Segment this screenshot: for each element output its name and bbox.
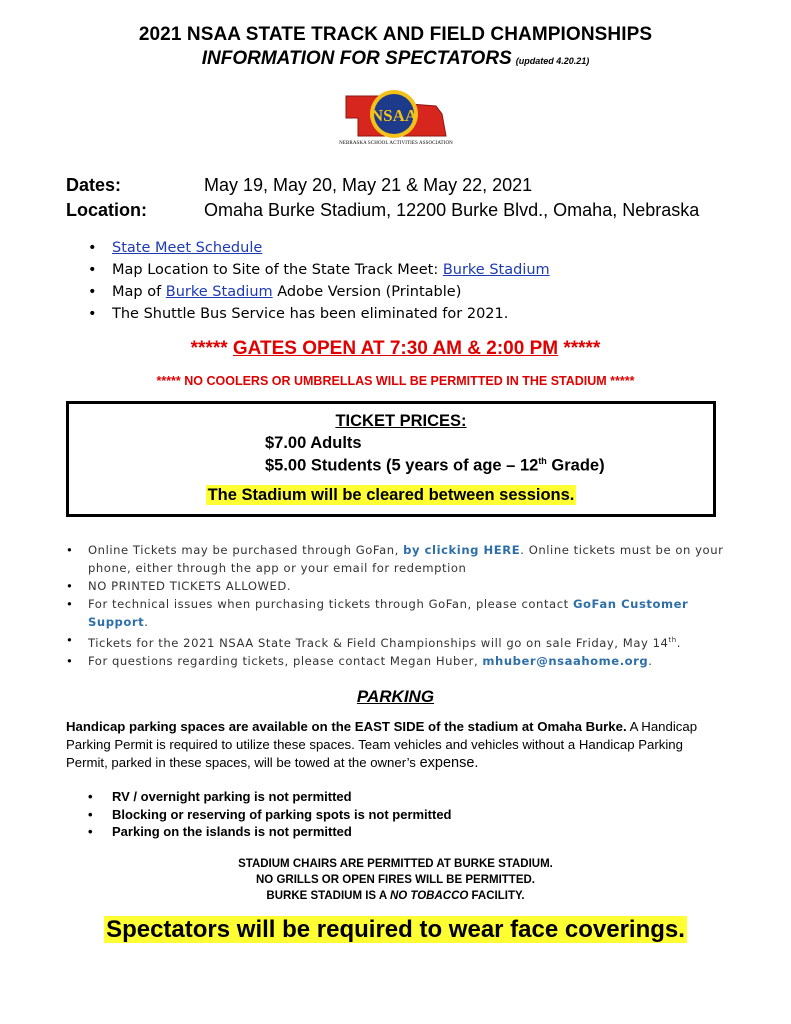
list-item [88,284,550,306]
list-item [88,262,550,284]
list-item: • Parking on the islands is not permitted [88,824,452,842]
list-item [66,631,726,652]
map-location-text: Map Location to Site of the State Track Meet: [112,262,443,278]
gates-open-alert [0,338,791,360]
no-coolers-alert: ***** NO COOLERS OR UMBRELLAS WILL BE PERMITTED IN THE STADIUM ***** [156,374,635,388]
student-price-text: $5.00 Students (5 years of age – 12 [265,456,539,475]
parking-heading: PARKING [356,687,435,706]
questions-text: For questions regarding tickets, please contact Megan Huber, [88,653,483,668]
list-item [88,240,550,262]
subtitle-text: INFORMATION FOR SPECTATORS [201,48,512,69]
location-value: Omaha Burke Stadium, 12200 Burke Blvd., Omaha, Nebraska [204,200,700,220]
handicap-parking-end: expense. [419,755,479,771]
handicap-parking-paragraph [66,718,726,772]
student-price [265,456,605,476]
handicap-parking-bold: Handicap parking spaces are available on the EAST SIDE of the stadium at Omaha Burke. [66,719,627,734]
list-item [66,595,726,631]
adult-price: $7.00 Adults [265,434,362,452]
technical-issues-text: For technical issues when purchasing tickets through GoFan, please contact [88,597,573,611]
map-adobe-prefix: Map of [112,284,166,300]
gates-stars-right: ***** [558,338,601,359]
online-tickets-list [66,541,726,670]
ticket-prices-box [66,401,716,517]
logo-text: NSAA [370,106,418,125]
no-printed-tickets-text: NO PRINTED TICKETS ALLOWED. [88,579,292,593]
questions-end: . [648,653,653,668]
page-subtitle [0,48,791,70]
tobacco-notice [0,888,791,904]
page-title: 2021 NSAA STATE TRACK AND FIELD CHAMPIONSHIPS [138,24,653,45]
gates-open-text: GATES OPEN AT 7:30 AM & 2:00 PM [232,338,559,359]
online-tickets-text-end: . Online tickets must be on your phone, either through the app or your email for redemption [88,543,724,575]
student-price-grade: Grade) [546,456,605,475]
list-item [66,541,726,577]
info-links-list [88,240,550,328]
dates-value: May 19, May 20, May 21 & May 22, 2021 [204,175,533,195]
stadium-cleared-note [69,486,713,505]
map-adobe-suffix: Adobe Version (Printable) [272,284,462,300]
parking-rules-list [88,789,452,842]
technical-issues-end: . [144,615,149,629]
list-item: • RV / overnight parking is not permitted [88,789,452,807]
burke-stadium-map-link[interactable]: Burke Stadium [442,262,550,278]
grills-notice: NO GRILLS OR OPEN FIRES WILL BE PERMITTED. [256,874,535,886]
list-item [66,577,726,595]
gofan-support-link[interactable]: GoFan Customer Support [88,597,689,629]
updated-note: (updated 4.20.21) [515,56,590,66]
list-item: • Blocking or reserving of parking spots is not permitted [88,807,452,825]
stadium-notices [0,856,791,904]
gofan-click-here-link[interactable]: by clicking HERE [403,543,521,557]
online-tickets-text: Online Tickets may be purchased through GoFan, [88,543,404,557]
shuttle-text: The Shuttle Bus Service has been eliminated for 2021. [112,306,509,322]
face-coverings-text: Spectators will be required to wear face coverings. [106,916,685,943]
state-meet-schedule-link[interactable]: State Meet Schedule [112,240,263,256]
handicap-parking-rest: A Handicap Parking Permit is required to utilize these spaces. Team vehicles and vehicles without a Handicap Parking Permit, parked in these spaces, will be towed at the owner’s [66,719,698,770]
list-item [66,652,726,670]
on-sale-text: Tickets for the 2021 NSAA State Track & Field Championships will go on sale Friday, May 14 [88,635,669,650]
logo-caption: NEBRASKA SCHOOL ACTIVITIES ASSOCIATION [339,141,453,146]
on-sale-sup: th [668,636,677,644]
location-label: Location: [66,200,147,220]
gates-stars-left: ***** [190,338,233,359]
ticket-prices-heading: TICKET PRICES: [335,412,467,430]
burke-stadium-adobe-link[interactable]: Burke Stadium [165,284,273,300]
student-price-sup: th [538,456,547,466]
list-item [88,306,550,328]
on-sale-end: . [676,635,682,650]
dates-label: Dates: [66,175,122,195]
tobacco-end: FACILITY. [468,890,525,902]
stadium-cleared-text: The Stadium will be cleared between sessions. [207,486,575,504]
chairs-notice: STADIUM CHAIRS ARE PERMITTED AT BURKE STADIUM. [238,858,553,870]
face-coverings-notice [0,916,791,944]
tobacco-text: BURKE STADIUM IS A [266,890,390,902]
contact-email-link[interactable]: mhuber@nsaahome.org [482,653,649,668]
tobacco-emphasis: NO TOBACCO [389,890,469,902]
